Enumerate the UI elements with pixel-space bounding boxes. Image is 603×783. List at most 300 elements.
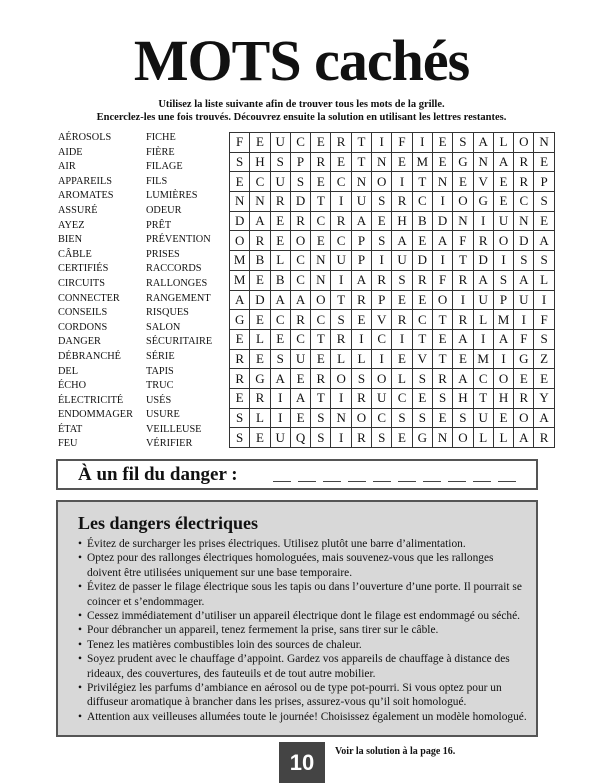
- grid-cell[interactable]: S: [493, 270, 513, 290]
- grid-cell[interactable]: E: [250, 270, 270, 290]
- grid-cell[interactable]: F: [432, 270, 452, 290]
- grid-row: [230, 270, 555, 290]
- grid-cell[interactable]: I: [372, 251, 392, 271]
- grid-cell[interactable]: B: [412, 211, 432, 231]
- grid-cell[interactable]: A: [250, 211, 270, 231]
- grid-cell[interactable]: U: [514, 290, 534, 310]
- grid-cell[interactable]: R: [331, 133, 351, 153]
- grid-cell[interactable]: G: [250, 369, 270, 389]
- grid-cell[interactable]: S: [534, 192, 554, 212]
- grid-cell[interactable]: A: [453, 329, 473, 349]
- grid-cell[interactable]: T: [331, 290, 351, 310]
- grid-cell[interactable]: R: [230, 349, 250, 369]
- grid-cell[interactable]: S: [432, 388, 452, 408]
- grid-cell[interactable]: A: [432, 231, 452, 251]
- word-list-item: ENDOMMAGER: [58, 409, 133, 421]
- tip-item: [78, 609, 530, 623]
- grid-cell[interactable]: E: [432, 133, 452, 153]
- grid-cell[interactable]: N: [351, 172, 371, 192]
- grid-cell[interactable]: T: [311, 329, 331, 349]
- grid-cell[interactable]: F: [453, 231, 473, 251]
- grid-cell[interactable]: A: [514, 428, 534, 448]
- grid-cell[interactable]: H: [493, 388, 513, 408]
- grid-cell[interactable]: A: [270, 369, 290, 389]
- grid-cell[interactable]: A: [290, 388, 310, 408]
- grid-row: [230, 369, 555, 389]
- grid-cell[interactable]: H: [453, 388, 473, 408]
- grid-cell[interactable]: V: [412, 349, 432, 369]
- grid-cell[interactable]: R: [331, 211, 351, 231]
- grid-cell[interactable]: L: [493, 133, 513, 153]
- grid-cell[interactable]: E: [493, 408, 513, 428]
- grid-cell[interactable]: A: [514, 270, 534, 290]
- grid-cell[interactable]: E: [311, 172, 331, 192]
- grid-cell[interactable]: E: [432, 152, 452, 172]
- grid-cell[interactable]: E: [290, 408, 310, 428]
- grid-cell[interactable]: E: [372, 211, 392, 231]
- grid-cell[interactable]: T: [412, 172, 432, 192]
- grid-cell[interactable]: U: [270, 428, 290, 448]
- grid-cell[interactable]: R: [514, 388, 534, 408]
- grid-cell[interactable]: F: [514, 329, 534, 349]
- grid-cell[interactable]: N: [453, 211, 473, 231]
- grid-cell[interactable]: C: [331, 172, 351, 192]
- grid-cell[interactable]: G: [453, 152, 473, 172]
- grid-cell[interactable]: T: [311, 388, 331, 408]
- grid-cell[interactable]: R: [351, 290, 371, 310]
- grid-cell[interactable]: N: [311, 270, 331, 290]
- grid-cell[interactable]: E: [453, 172, 473, 192]
- word-list-item: VÉRIFIER: [146, 438, 193, 450]
- grid-cell[interactable]: S: [230, 428, 250, 448]
- grid-cell[interactable]: N: [372, 152, 392, 172]
- grid-cell[interactable]: C: [412, 310, 432, 330]
- grid-cell[interactable]: L: [250, 408, 270, 428]
- grid-cell[interactable]: C: [331, 231, 351, 251]
- word-list-item: CERTIFIÉS: [58, 263, 109, 275]
- grid-cell[interactable]: L: [392, 369, 412, 389]
- grid-cell[interactable]: T: [432, 349, 452, 369]
- tip-item: [78, 623, 530, 637]
- grid-cell[interactable]: E: [351, 310, 371, 330]
- grid-cell[interactable]: R: [230, 369, 250, 389]
- grid-cell[interactable]: P: [351, 251, 371, 271]
- grid-cell[interactable]: N: [432, 172, 452, 192]
- grid-cell[interactable]: V: [372, 310, 392, 330]
- grid-cell[interactable]: C: [412, 192, 432, 212]
- grid-cell[interactable]: E: [392, 428, 412, 448]
- grid-cell[interactable]: I: [331, 388, 351, 408]
- grid-cell[interactable]: U: [270, 172, 290, 192]
- grid-cell[interactable]: O: [372, 369, 392, 389]
- grid-cell[interactable]: A: [534, 408, 554, 428]
- grid-cell[interactable]: I: [372, 133, 392, 153]
- grid-cell[interactable]: I: [534, 290, 554, 310]
- grid-cell[interactable]: I: [351, 329, 371, 349]
- grid-cell[interactable]: T: [351, 133, 371, 153]
- grid-cell[interactable]: P: [351, 231, 371, 251]
- answer-blank[interactable]: [398, 467, 416, 482]
- grid-cell[interactable]: F: [534, 310, 554, 330]
- grid-cell[interactable]: C: [372, 329, 392, 349]
- grid-cell[interactable]: I: [372, 349, 392, 369]
- grid-cell[interactable]: O: [290, 231, 310, 251]
- grid-cell[interactable]: R: [311, 152, 331, 172]
- grid-cell[interactable]: S: [372, 231, 392, 251]
- grid-cell[interactable]: D: [230, 211, 250, 231]
- answer-blank[interactable]: [423, 467, 441, 482]
- grid-cell[interactable]: P: [290, 152, 310, 172]
- grid-cell[interactable]: I: [432, 192, 452, 212]
- word-list-item: AROMATES: [58, 190, 114, 202]
- grid-cell[interactable]: H: [250, 152, 270, 172]
- grid-cell[interactable]: E: [250, 349, 270, 369]
- grid-cell[interactable]: E: [493, 192, 513, 212]
- grid-cell[interactable]: R: [372, 270, 392, 290]
- grid-cell[interactable]: C: [311, 211, 331, 231]
- grid-cell[interactable]: A: [392, 231, 412, 251]
- grid-cell[interactable]: T: [473, 388, 493, 408]
- grid-row: [230, 408, 555, 428]
- grid-cell[interactable]: O: [230, 231, 250, 251]
- bullet-icon: •: [78, 624, 82, 637]
- grid-cell[interactable]: M: [493, 310, 513, 330]
- grid-cell[interactable]: R: [250, 231, 270, 251]
- tip-item: [78, 580, 530, 609]
- grid-cell[interactable]: I: [270, 388, 290, 408]
- grid-cell[interactable]: E: [534, 211, 554, 231]
- grid-cell[interactable]: S: [270, 349, 290, 369]
- tips-box: [56, 500, 538, 737]
- grid-cell[interactable]: O: [493, 369, 513, 389]
- grid-cell[interactable]: E: [412, 231, 432, 251]
- grid-cell[interactable]: E: [230, 172, 250, 192]
- grid-cell[interactable]: T: [432, 310, 452, 330]
- grid-cell[interactable]: G: [230, 310, 250, 330]
- grid-cell[interactable]: D: [250, 290, 270, 310]
- grid-cell[interactable]: A: [351, 211, 371, 231]
- grid-cell[interactable]: R: [392, 192, 412, 212]
- grid-cell[interactable]: T: [412, 329, 432, 349]
- grid-cell[interactable]: R: [290, 310, 310, 330]
- grid-cell[interactable]: F: [230, 133, 250, 153]
- grid-cell[interactable]: U: [372, 388, 392, 408]
- tip-text: Cessez immédiatement d’utiliser un appareil électrique dont le filage est endommagé ou séché.: [87, 610, 521, 623]
- grid-cell[interactable]: C: [311, 310, 331, 330]
- grid-cell[interactable]: A: [473, 133, 493, 153]
- grid-cell[interactable]: I: [331, 192, 351, 212]
- word-list: [58, 131, 223, 449]
- grid-cell[interactable]: D: [432, 211, 452, 231]
- bullet-icon: •: [78, 682, 82, 695]
- grid-cell[interactable]: E: [311, 133, 331, 153]
- grid-cell[interactable]: O: [514, 408, 534, 428]
- grid-cell[interactable]: O: [372, 172, 392, 192]
- word-list-item: PRISES: [146, 248, 180, 260]
- word-list-item: DÉBRANCHÉ: [58, 350, 121, 362]
- word-list-item: FIÈRE: [146, 146, 175, 158]
- grid-cell[interactable]: O: [331, 369, 351, 389]
- bullet-icon: •: [78, 638, 82, 651]
- grid-cell[interactable]: O: [453, 428, 473, 448]
- grid-cell[interactable]: S: [290, 172, 310, 192]
- grid-cell[interactable]: E: [432, 329, 452, 349]
- grid-cell[interactable]: C: [290, 251, 310, 271]
- grid-cell[interactable]: C: [250, 172, 270, 192]
- grid-cell[interactable]: M: [412, 152, 432, 172]
- grid-cell[interactable]: U: [331, 251, 351, 271]
- tip-item: [78, 638, 530, 652]
- tip-text: Évitez de surcharger les prises électriques. Utilisez plutôt une barre d’alimentation.: [87, 538, 466, 550]
- grid-cell[interactable]: R: [534, 428, 554, 448]
- grid-cell[interactable]: L: [534, 270, 554, 290]
- grid-cell[interactable]: U: [473, 290, 493, 310]
- grid-cell[interactable]: V: [473, 172, 493, 192]
- grid-cell[interactable]: I: [392, 329, 412, 349]
- grid-cell[interactable]: R: [412, 270, 432, 290]
- grid-cell[interactable]: I: [493, 251, 513, 271]
- grid-cell[interactable]: E: [270, 211, 290, 231]
- grid-cell[interactable]: S: [311, 408, 331, 428]
- grid-cell[interactable]: E: [432, 408, 452, 428]
- grid-cell[interactable]: N: [473, 152, 493, 172]
- grid-cell[interactable]: M: [230, 270, 250, 290]
- grid-cell[interactable]: N: [534, 133, 554, 153]
- grid-cell[interactable]: S: [372, 192, 392, 212]
- grid-cell[interactable]: S: [453, 408, 473, 428]
- grid-cell[interactable]: C: [392, 388, 412, 408]
- grid-cell[interactable]: A: [351, 270, 371, 290]
- answer-blank[interactable]: [498, 467, 516, 482]
- grid-cell[interactable]: L: [473, 428, 493, 448]
- grid-cell[interactable]: S: [453, 133, 473, 153]
- grid-cell[interactable]: E: [230, 388, 250, 408]
- grid-cell[interactable]: A: [290, 290, 310, 310]
- grid-cell[interactable]: D: [412, 251, 432, 271]
- grid-cell[interactable]: E: [534, 369, 554, 389]
- grid-cell[interactable]: R: [351, 428, 371, 448]
- grid-cell[interactable]: R: [473, 231, 493, 251]
- grid-cell[interactable]: R: [331, 329, 351, 349]
- word-list-item: APPAREILS: [58, 175, 112, 187]
- grid-cell[interactable]: I: [412, 133, 432, 153]
- grid-cell[interactable]: I: [453, 290, 473, 310]
- grid-cell[interactable]: O: [514, 133, 534, 153]
- grid-cell[interactable]: E: [270, 329, 290, 349]
- word-list-item: AIDE: [58, 146, 83, 158]
- grid-cell[interactable]: S: [331, 310, 351, 330]
- grid-cell[interactable]: U: [351, 192, 371, 212]
- grid-cell[interactable]: E: [250, 133, 270, 153]
- tip-text: Pour débrancher un appareil, tenez fermement la prise, sans tirer sur le câble.: [87, 624, 439, 637]
- grid-cell[interactable]: E: [493, 172, 513, 192]
- grid-cell[interactable]: U: [270, 133, 290, 153]
- word-list-item: ÉTAT: [58, 423, 83, 435]
- grid-cell[interactable]: S: [230, 152, 250, 172]
- grid-cell[interactable]: S: [514, 251, 534, 271]
- grid-cell[interactable]: E: [534, 152, 554, 172]
- answer-blank[interactable]: [273, 467, 291, 482]
- grid-cell[interactable]: D: [514, 231, 534, 251]
- grid-cell[interactable]: E: [290, 369, 310, 389]
- grid-cell[interactable]: O: [493, 231, 513, 251]
- grid-cell[interactable]: E: [392, 152, 412, 172]
- grid-cell[interactable]: E: [514, 369, 534, 389]
- grid-cell[interactable]: I: [331, 428, 351, 448]
- grid-cell[interactable]: S: [534, 329, 554, 349]
- grid-cell[interactable]: T: [453, 251, 473, 271]
- grid-cell[interactable]: E: [331, 152, 351, 172]
- grid-cell[interactable]: U: [473, 408, 493, 428]
- grid-cell[interactable]: I: [493, 349, 513, 369]
- grid-cell[interactable]: C: [290, 270, 310, 290]
- grid-cell[interactable]: S: [311, 428, 331, 448]
- grid-cell[interactable]: P: [372, 290, 392, 310]
- grid-cell[interactable]: I: [514, 310, 534, 330]
- grid-row: [230, 231, 555, 251]
- grid-cell[interactable]: N: [230, 192, 250, 212]
- grid-cell[interactable]: T: [351, 152, 371, 172]
- answer-blank[interactable]: [448, 467, 466, 482]
- answer-blank[interactable]: [348, 467, 366, 482]
- grid-cell[interactable]: R: [270, 192, 290, 212]
- grid-cell[interactable]: G: [412, 428, 432, 448]
- grid-cell[interactable]: S: [351, 369, 371, 389]
- grid-cell[interactable]: L: [351, 349, 371, 369]
- grid-cell[interactable]: A: [230, 290, 250, 310]
- grid-cell[interactable]: C: [372, 408, 392, 428]
- grid-cell[interactable]: T: [311, 192, 331, 212]
- grid-cell[interactable]: I: [392, 172, 412, 192]
- grid-cell[interactable]: R: [311, 369, 331, 389]
- grid-cell[interactable]: C: [514, 192, 534, 212]
- grid-cell[interactable]: R: [453, 310, 473, 330]
- grid-cell[interactable]: Y: [534, 388, 554, 408]
- grid-cell[interactable]: B: [270, 270, 290, 290]
- grid-cell[interactable]: A: [493, 329, 513, 349]
- grid-cell[interactable]: R: [432, 369, 452, 389]
- grid-cell[interactable]: S: [230, 408, 250, 428]
- grid-cell[interactable]: D: [473, 251, 493, 271]
- grid-cell[interactable]: S: [392, 270, 412, 290]
- grid-cell[interactable]: S: [372, 428, 392, 448]
- grid-cell[interactable]: E: [250, 310, 270, 330]
- grid-cell[interactable]: E: [392, 349, 412, 369]
- grid-cell[interactable]: M: [473, 349, 493, 369]
- grid-cell[interactable]: N: [432, 428, 452, 448]
- grid-cell[interactable]: I: [473, 211, 493, 231]
- grid-cell[interactable]: O: [432, 290, 452, 310]
- grid-cell[interactable]: S: [392, 408, 412, 428]
- answer-blank[interactable]: [298, 467, 316, 482]
- answer-blank[interactable]: [373, 467, 391, 482]
- grid-cell[interactable]: L: [270, 251, 290, 271]
- grid-cell[interactable]: E: [453, 349, 473, 369]
- word-list-item: PRÊT: [146, 219, 172, 231]
- grid-cell[interactable]: L: [493, 428, 513, 448]
- mystery-phrase-box: [56, 459, 538, 490]
- grid-cell[interactable]: B: [250, 251, 270, 271]
- grid-cell[interactable]: G: [473, 192, 493, 212]
- grid-cell[interactable]: C: [473, 369, 493, 389]
- grid-cell[interactable]: A: [534, 231, 554, 251]
- grid-cell[interactable]: E: [250, 428, 270, 448]
- grid-cell[interactable]: R: [392, 310, 412, 330]
- grid-cell[interactable]: E: [311, 231, 331, 251]
- grid-cell[interactable]: U: [493, 211, 513, 231]
- grid-cell[interactable]: S: [412, 408, 432, 428]
- grid-cell[interactable]: U: [290, 349, 310, 369]
- grid-cell[interactable]: U: [392, 251, 412, 271]
- grid-cell[interactable]: O: [351, 408, 371, 428]
- grid-cell[interactable]: A: [473, 270, 493, 290]
- grid-row: [230, 428, 555, 448]
- grid-cell[interactable]: M: [230, 251, 250, 271]
- grid-cell[interactable]: S: [534, 251, 554, 271]
- grid-cell[interactable]: C: [270, 310, 290, 330]
- grid-cell[interactable]: E: [412, 388, 432, 408]
- grid-cell[interactable]: E: [412, 290, 432, 310]
- grid-cell[interactable]: E: [230, 329, 250, 349]
- grid-cell[interactable]: E: [392, 290, 412, 310]
- page-title: MOTS cachés: [133, 28, 470, 93]
- answer-blank[interactable]: [473, 467, 491, 482]
- grid-cell[interactable]: H: [392, 211, 412, 231]
- answer-blank[interactable]: [323, 467, 341, 482]
- grid-cell[interactable]: P: [493, 290, 513, 310]
- grid-cell[interactable]: S: [270, 152, 290, 172]
- grid-cell[interactable]: R: [250, 388, 270, 408]
- grid-cell[interactable]: G: [514, 349, 534, 369]
- grid-cell[interactable]: C: [290, 133, 310, 153]
- grid-cell[interactable]: N: [250, 192, 270, 212]
- grid-cell[interactable]: I: [432, 251, 452, 271]
- bullet-icon: •: [78, 710, 82, 723]
- word-search-grid: [229, 132, 555, 448]
- grid-cell[interactable]: R: [351, 388, 371, 408]
- grid-cell[interactable]: R: [514, 152, 534, 172]
- grid-cell[interactable]: L: [250, 329, 270, 349]
- grid-cell[interactable]: R: [290, 211, 310, 231]
- grid-cell[interactable]: E: [311, 349, 331, 369]
- grid-cell[interactable]: Q: [290, 428, 310, 448]
- grid-cell[interactable]: D: [290, 192, 310, 212]
- grid-cell[interactable]: Z: [534, 349, 554, 369]
- grid-cell[interactable]: O: [453, 192, 473, 212]
- grid-cell[interactable]: R: [514, 172, 534, 192]
- grid-cell[interactable]: F: [392, 133, 412, 153]
- grid-cell[interactable]: O: [311, 290, 331, 310]
- grid-cell[interactable]: P: [534, 172, 554, 192]
- grid-cell[interactable]: A: [493, 152, 513, 172]
- grid-cell[interactable]: R: [453, 270, 473, 290]
- grid-cell[interactable]: E: [270, 231, 290, 251]
- tip-text: Optez pour des rallonges électriques homologuées, mais souvenez-vous que les rallonges doivent être utilisées uniquement sur une base temporaire.: [87, 552, 494, 579]
- grid-cell[interactable]: A: [270, 290, 290, 310]
- grid-cell[interactable]: A: [453, 369, 473, 389]
- grid-cell[interactable]: I: [473, 329, 493, 349]
- grid-cell[interactable]: N: [311, 251, 331, 271]
- grid-cell[interactable]: C: [290, 329, 310, 349]
- grid-cell[interactable]: S: [412, 369, 432, 389]
- grid-cell[interactable]: N: [331, 408, 351, 428]
- grid-cell[interactable]: L: [331, 349, 351, 369]
- grid-row: [230, 349, 555, 369]
- grid-cell[interactable]: I: [270, 408, 290, 428]
- grid-cell[interactable]: L: [473, 310, 493, 330]
- grid-cell[interactable]: N: [514, 211, 534, 231]
- grid-cell[interactable]: I: [331, 270, 351, 290]
